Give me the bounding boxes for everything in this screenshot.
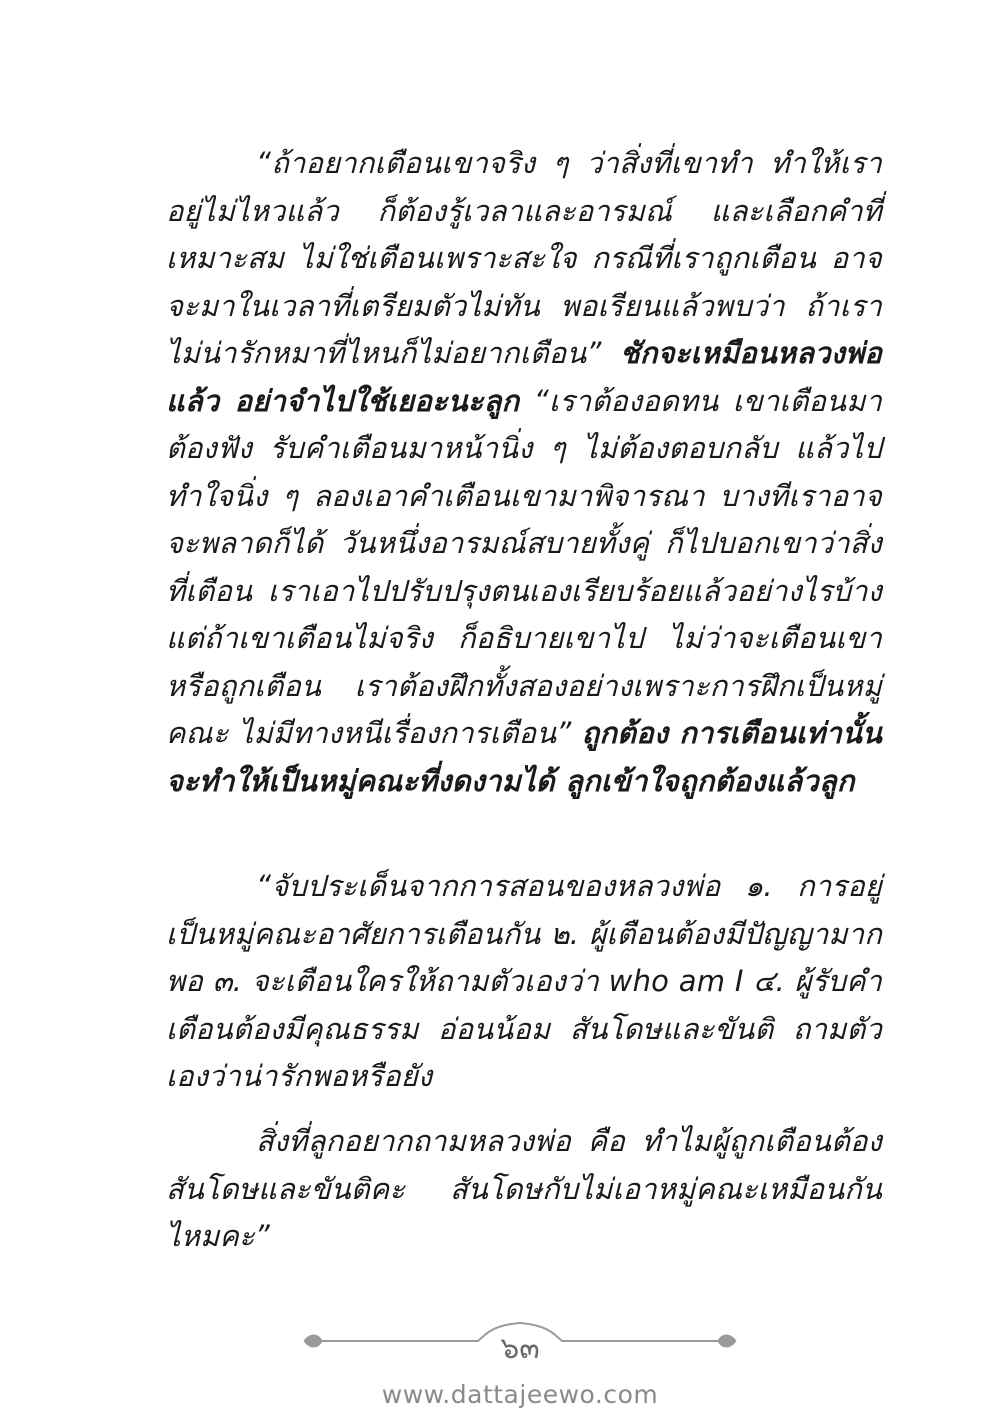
- paragraph-3: สิ่งที่ลูกอยากถามหลวงพ่อ คือ ทำไมผู้ถูกเตือนต้อง สันโดษและขันติคะ สันโดษกับไม่เอาหมู่คณะเหมือนกันไหมคะ”: [166, 1124, 882, 1253]
- website-url: www.dattajeewo.com: [381, 1380, 659, 1409]
- bold-remark-2: ถูกต้อง การเตือนเท่านั้นจะทำให้เป็นหมู่คณะที่งดงามได้ ลูกเข้าใจถูกต้องแล้วลูก: [166, 716, 883, 798]
- bold-remark-1: ชักจะเหมือนหลวงพ่อแล้ว อย่าจำไปใช้เยอะนะลูก: [166, 336, 882, 418]
- quote-segment-2: “เราต้องอดทน เขาเตือนมาต้องฟัง รับคำเตือนมาหน้านิ่ง ๆ ไม่ต้องตอบกลับ แล้วไปทำใจนิ่ง ๆ ลองเอาคำเตือนเขามาพิจารณา บางทีเราอาจจะพลาดก็ได้ วันหนึ่งอารมณ์สบายทั้งคู่ ก็ไปบอกเขาว่าสิ่งที่เตือน เราเอาไปปรับปรุงตนเองเรียบร้อยแล้วอย่างไรบ้าง แต่ถ้าเขาเตือนไม่จริง ก็อธิบายเขาไป ไม่ว่าจะเตือนเขาหรือถูกเตือน เราต้องฝึกทั้งสองอย่างเพราะการฝึกเป็นหมู่คณะ ไม่มีทางหนีเรื่องการเตือน”: [166, 383, 882, 750]
- page-number: ๖๓: [500, 1331, 540, 1366]
- page-footer: [300, 1305, 740, 1415]
- paragraph-1: [166, 140, 882, 805]
- quote-segment-1: “ถ้าอยากเตือนเขาจริง ๆ ว่าสิ่งที่เขาทำ ทำให้เราอยู่ไม่ไหวแล้ว ก็ต้องรู้เวลาและอารมณ์ และเลือกคำที่เหมาะสม ไม่ใช่เตือนเพราะสะใจ กรณีที่เราถูกเตือน อาจจะมาในเวลาที่เตรียมตัวไม่ทัน พอเรียนแล้วพบว่า ถ้าเราไม่น่ารักหมาที่ไหนก็ไม่อยากเตือน”: [166, 146, 882, 370]
- paragraph-2: “จับประเด็นจากการสอนของหลวงพ่อ ๑. การอยู่เป็นหมู่คณะอาศัยการเตือนกัน ๒. ผู้เตือนต้องมีปัญญามากพอ ๓. จะเตือนใครให้ถามตัวเองว่า who am I ๔. ผู้รับคำเตือนต้องมีคุณธรรม อ่อนน้อม สันโดษและขันติ ถามตัวเองว่าน่ารักพอหรือยัง: [166, 869, 882, 1093]
